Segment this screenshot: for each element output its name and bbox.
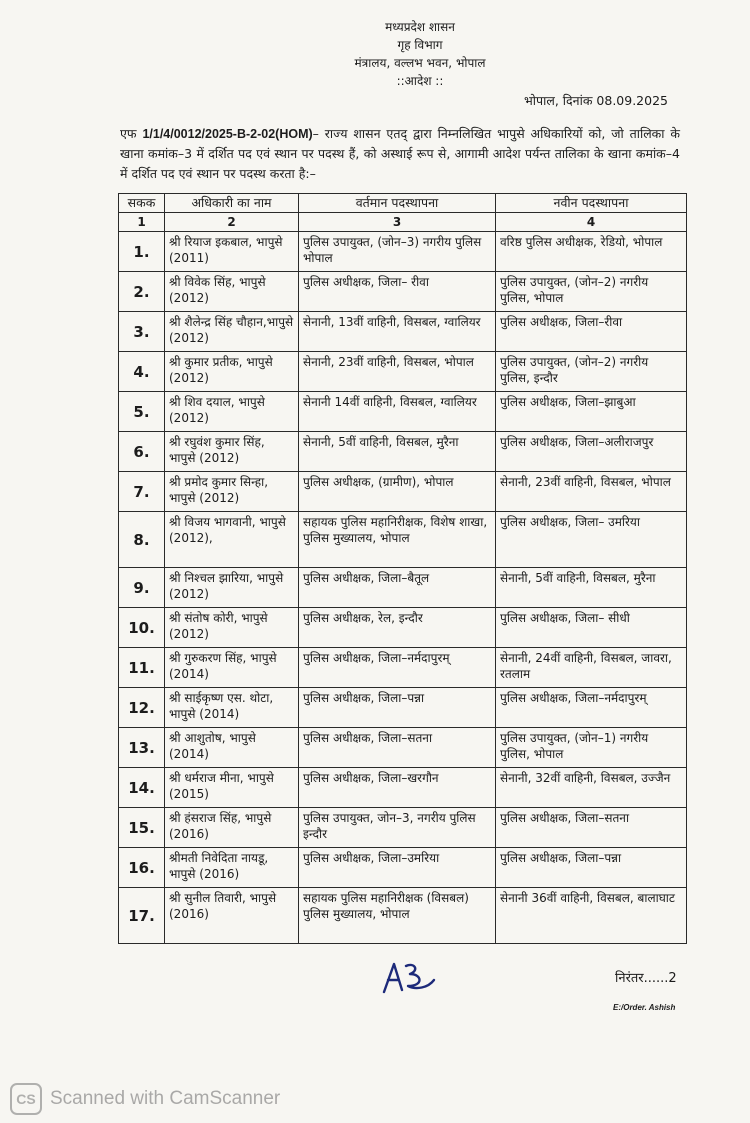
cell-officer-name: श्री आशुतोष, भापुसे (2014) [165,728,299,768]
cell-new-posting: पुलिस अधीक्षक, जिला–रीवा [496,312,687,352]
signature [380,958,440,998]
table-row [119,472,687,512]
cell-sn: 7. [119,472,165,512]
table-row [119,648,687,688]
cell-officer-name: श्री शैलेन्द्र सिंह चौहान,भापुसे (2012) [165,312,299,352]
cell-officer-name: श्री विवेक सिंह, भापुसे (2012) [165,272,299,312]
cell-current-posting: पुलिस उपायुक्त, जोन–3, नगरीय पुलिस इन्दौर [299,808,496,848]
cell-current-posting: सेनानी, 23वीं वाहिनी, विसबल, भोपाल [299,352,496,392]
cell-sn: 13. [119,728,165,768]
cell-new-posting: पुलिस अधीक्षक, जिला–नर्मदापुरम् [496,688,687,728]
table-row [119,512,687,568]
cell-current-posting: सेनानी, 13वीं वाहिनी, विसबल, ग्वालियर [299,312,496,352]
scanner-watermark [10,1083,280,1115]
letterhead-state: मध्यप्रदेश शासन [385,20,455,34]
cell-sn: 10. [119,608,165,648]
order-date: भोपाल, दिनांक 08.09.2025 [524,93,668,108]
cell-new-posting: पुलिस अधीक्षक, जिला–पन्ना [496,848,687,888]
table-row [119,352,687,392]
cell-current-posting: पुलिस अधीक्षक, जिला–खरगौन [299,768,496,808]
order-intro [120,124,680,184]
table-row [119,232,687,272]
table-row [119,568,687,608]
cell-new-posting: सेनानी, 32वीं वाहिनी, विसबल, उज्जैन [496,768,687,808]
table-row [119,392,687,432]
cell-new-posting: सेनानी, 24वीं वाहिनी, विसबल, जावरा, रतलाम [496,648,687,688]
cell-officer-name: श्री रघुवंश कुमार सिंह, भापुसे (2012) [165,432,299,472]
cell-sn: 17. [119,888,165,944]
cell-officer-name: श्री शिव दयाल, भापुसे (2012) [165,392,299,432]
col-number-3: 3 [299,213,496,232]
cell-new-posting: पुलिस अधीक्षक, जिला– सीधी [496,608,687,648]
cell-sn: 15. [119,808,165,848]
cell-current-posting: पुलिस अधीक्षक, जिला–उमरिया [299,848,496,888]
table-row [119,688,687,728]
cell-new-posting: वरिष्ठ पुलिस अधीक्षक, रेडियो, भोपाल [496,232,687,272]
letterhead [0,18,750,90]
cell-sn: 4. [119,352,165,392]
cell-officer-name: श्रीमती निवेदिता नायडू, भापुसे (2016) [165,848,299,888]
cell-officer-name: श्री रियाज इकबाल, भापुसे (2011) [165,232,299,272]
cell-sn: 8. [119,512,165,568]
cell-sn: 1. [119,232,165,272]
table-row [119,432,687,472]
cell-sn: 5. [119,392,165,432]
intro-text: – राज्य शासन एतद् द्वारा निम्नलिखित भापुसे अधिकारियों को, जो तालिका के खाना कमांक–3 में दर्शित पद एवं स्थान पर पदस्थ हैं, को अस्थाई रूप से, आगामी आदेश पर्यन्त तालिका के खाना कमांक–4 में दर्शित पद एवं स्थान पर पदस्थ करता है:– [120,126,680,181]
cell-sn: 11. [119,648,165,688]
cell-current-posting: पुलिस अधीक्षक, (ग्रामीण), भोपाल [299,472,496,512]
col-number-4: 4 [496,213,687,232]
table-row [119,848,687,888]
cell-current-posting: सहायक पुलिस महानिरीक्षक (विसबल) पुलिस मुख्यालय, भोपाल [299,888,496,944]
cell-current-posting: पुलिस उपायुक्त, (जोन–3) नगरीय पुलिस भोपाल [299,232,496,272]
cell-sn: 16. [119,848,165,888]
cell-current-posting: सेनानी 14वीं वाहिनी, विसबल, ग्वालियर [299,392,496,432]
letterhead-order-title: ::आदेश :: [396,74,444,88]
cell-current-posting: पुलिस अधीक्षक, जिला– रीवा [299,272,496,312]
cell-officer-name: श्री निश्चल झारिया, भापुसे (2012) [165,568,299,608]
cell-current-posting: पुलिस अधीक्षक, जिला–नर्मदापुरम् [299,648,496,688]
camscanner-logo-icon: CS [10,1083,42,1115]
table-row [119,808,687,848]
cell-new-posting: पुलिस अधीक्षक, जिला–झाबुआ [496,392,687,432]
col-header-name: अधिकारी का नाम [165,194,299,213]
cell-new-posting: पुलिस अधीक्षक, जिला–सतना [496,808,687,848]
cell-current-posting: पुलिस अधीक्षक, रेल, इन्दौर [299,608,496,648]
col-number-1: 1 [119,213,165,232]
letterhead-address: मंत्रालय, वल्लभ भवन, भोपाल [354,56,486,70]
cell-sn: 12. [119,688,165,728]
order-by: E:/Order. Ashish [613,1003,676,1012]
cell-officer-name: श्री गुरुकरण सिंह, भापुसे (2014) [165,648,299,688]
col-header-sn: सकक [119,194,165,213]
cell-new-posting: पुलिस उपायुक्त, (जोन–1) नगरीय पुलिस, भोपाल [496,728,687,768]
cell-officer-name: श्री धर्मराज मीना, भापुसे (2015) [165,768,299,808]
cell-new-posting: सेनानी, 5वीं वाहिनी, विसबल, मुरैना [496,568,687,608]
cell-officer-name: श्री संतोष कोरी, भापुसे (2012) [165,608,299,648]
cell-new-posting: पुलिस अधीक्षक, जिला–अलीराजपुर [496,432,687,472]
cell-new-posting: पुलिस अधीक्षक, जिला– उमरिया [496,512,687,568]
cell-current-posting: पुलिस अधीक्षक, जिला–बैतूल [299,568,496,608]
cell-current-posting: पुलिस अधीक्षक, जिला–सतना [299,728,496,768]
cell-sn: 14. [119,768,165,808]
col-header-current: वर्तमान पदस्थापना [299,194,496,213]
table-row [119,272,687,312]
cell-sn: 9. [119,568,165,608]
posting-table [118,193,687,944]
table-number-row [119,213,687,232]
cell-sn: 6. [119,432,165,472]
intro-prefix: एफ [120,126,137,141]
cell-new-posting: पुलिस उपायुक्त, (जोन–2) नगरीय पुलिस, इन्दौर [496,352,687,392]
order-reference: 1/1/4/0012/2025-B-2-02(HOM) [142,127,313,141]
cell-new-posting: सेनानी, 23वीं वाहिनी, विसबल, भोपाल [496,472,687,512]
table-row [119,312,687,352]
cell-sn: 2. [119,272,165,312]
table-row [119,888,687,944]
letterhead-department: गृह विभाग [397,38,443,52]
table-header-row [119,194,687,213]
scanner-text: Scanned with CamScanner [50,1088,281,1109]
table-row [119,768,687,808]
cell-officer-name: श्री हंसराज सिंह, भापुसे (2016) [165,808,299,848]
continued-note: निरंतर......2 [615,971,677,986]
cell-current-posting: सहायक पुलिस महानिरीक्षक, विशेष शाखा, पुलिस मुख्यालय, भोपाल [299,512,496,568]
cell-officer-name: श्री सुनील तिवारी, भापुसे (2016) [165,888,299,944]
table-row [119,608,687,648]
cell-new-posting: सेनानी 36वीं वाहिनी, विसबल, बालाघाट [496,888,687,944]
cell-officer-name: श्री प्रमोद कुमार सिन्हा, भापुसे (2012) [165,472,299,512]
cell-current-posting: पुलिस अधीक्षक, जिला–पन्ना [299,688,496,728]
cell-officer-name: श्री विजय भागवानी, भापुसे (2012), [165,512,299,568]
cell-officer-name: श्री साईकृष्ण एस. थोटा, भापुसे (2014) [165,688,299,728]
col-header-new: नवीन पदस्थापना [496,194,687,213]
col-number-2: 2 [165,213,299,232]
cell-current-posting: सेनानी, 5वीं वाहिनी, विसबल, मुरैना [299,432,496,472]
table-row [119,728,687,768]
cell-sn: 3. [119,312,165,352]
cell-new-posting: पुलिस उपायुक्त, (जोन–2) नगरीय पुलिस, भोपाल [496,272,687,312]
cell-officer-name: श्री कुमार प्रतीक, भापुसे (2012) [165,352,299,392]
